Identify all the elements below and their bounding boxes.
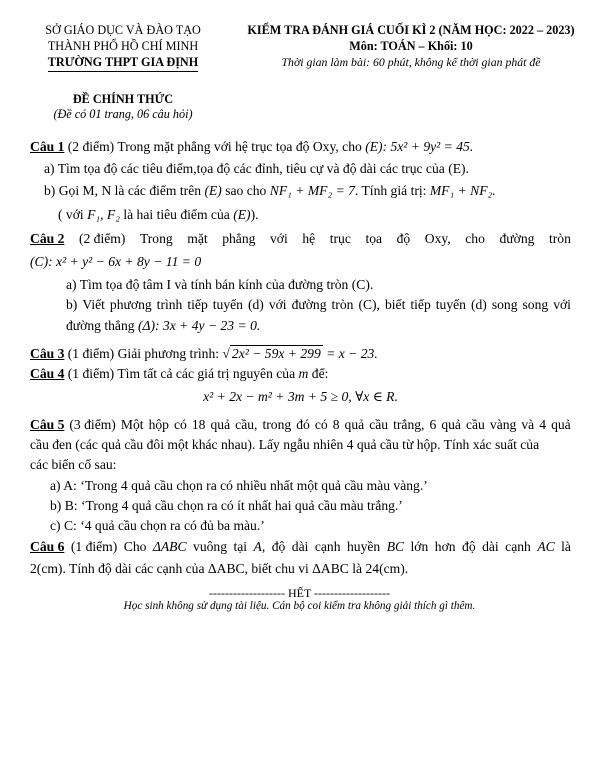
q3-line: Câu 3 (1 điểm) Giải phương trình: √ 2x² − 59x + 299 = x − 23. (30, 346, 378, 361)
q3-points: (1 điểm) (67, 346, 115, 361)
q1-note: ( với F₁, F₂ là hai tiêu điểm của (E)). (58, 207, 259, 222)
q2-part-b-line1: b) Viết phương trình tiếp tuyến (d) với đường tròn (C), biết tiếp tuyến (d) song song với (66, 297, 571, 312)
time-line: Thời gian làm bài: 60 phút, không kể thời gian phát đề (281, 55, 541, 69)
exam-title: KIỂM TRA ĐÁNH GIÁ CUỐI KÌ 2 (NĂM HỌC: 2022 – 2023) (247, 23, 575, 37)
school-underline (48, 71, 198, 72)
radicand: 2x² − 59x + 299 (231, 346, 321, 361)
official-label: ĐỀ CHÍNH THỨC (72, 92, 174, 106)
footer-note: Học sinh không sử dụng tài liệu. Cán bộ coi kiểm tra không giải thích gì thêm. (123, 600, 476, 612)
q6-label: Câu 6 (30, 539, 65, 554)
q4-label: Câu 4 (30, 366, 65, 381)
page-count: (Đề có 01 trang, 06 câu hỏi) (53, 107, 193, 121)
q2-part-b-line2: đường thẳng (Δ): 3x + 4y − 23 = 0. (66, 318, 261, 333)
q5-part-a: a) A: ‘Trong 4 quả cầu chọn ra có nhiều nhất một quả cầu màu vàng.’ (50, 478, 428, 493)
header-right (233, 22, 589, 70)
city-name: THÀNH PHỐ HỒ CHÍ MINH (47, 39, 199, 53)
subject-line: Môn: TOÁN – Khối: 10 (349, 39, 473, 53)
q1-equation: (E): 5x² + 9y² = 45. (365, 139, 474, 154)
official-block (18, 92, 228, 122)
q4-points: (1 điểm) (67, 366, 115, 381)
radical-sign: √ (222, 346, 230, 361)
q2-label: Câu 2 (30, 231, 65, 246)
q2-part-a: a) Tìm tọa độ tâm I và tính bán kính của đường tròn (C). (66, 277, 374, 292)
q5-label: Câu 5 (30, 417, 65, 432)
q5-line3: các biến cố sau: (30, 457, 117, 472)
school-name: TRƯỜNG THPT GIA ĐỊNH (47, 55, 199, 69)
q5-part-b: b) B: ‘Trong 4 quả cầu chọn ra có ít nhất hai quả cầu màu trắng.’ (50, 498, 403, 513)
q5-line2: cầu đen (các quả cầu đôi một khác nhau). Lấy ngẫu nhiên 4 quả cầu từ hộp. Tính xác suất của (30, 437, 540, 452)
end-marker: ------------------- HẾT ------------------- (209, 586, 390, 600)
q4-equation: x² + 2x − m² + 3m + 5 ≥ 0, ∀x ∈ R. (203, 389, 398, 404)
q6-line2: 2(cm). Tính độ dài các cạnh của ΔABC, biết chu vi ΔABC là 24(cm). (30, 561, 409, 576)
q5-part-c: c) C: ‘4 quả cầu chọn ra có đủ ba màu.’ (50, 518, 265, 533)
q2-points: (2 điểm) (78, 231, 126, 246)
q2-equation: (C): x² + y² − 6x + 8y − 11 = 0 (30, 254, 202, 269)
q1-label: Câu 1 (30, 139, 65, 154)
q6-line1: Câu 6 (1 điểm) Cho ΔABC vuông tại A, độ dài cạnh huyền BC lớn hơn độ dài cạnh AC là (30, 539, 571, 554)
q2-line1: Câu 2 (2 điểm) Trong mặt phẳng với hệ trục tọa độ Oxy, cho đường tròn (30, 231, 571, 246)
q1-points: (2 điểm) (67, 139, 115, 154)
q1-part-b: b) Gọi M, N là các điểm trên (E) sao cho NF₁ + MF₂ = 7. Tính giá trị: MF₁ + NF₂. (44, 183, 496, 198)
q1-text: Trong mặt phẳng với hệ trục tọa độ Oxy, cho (114, 139, 366, 154)
q1-part-a: a) Tìm tọa độ các tiêu điểm,tọa độ các đỉnh, tiêu cự và độ dài các trục của (E). (44, 161, 469, 176)
q6-points: (1 điểm) (70, 539, 118, 554)
q4-line: Câu 4 (1 điểm) Tìm tất cả các giá trị nguyên của m để: (30, 366, 329, 381)
header-left (18, 22, 228, 72)
q5-points: (3 điểm) (69, 417, 116, 432)
q5-line1: Câu 5 (3 điểm) Một hộp có 18 quả cầu, trong đó có 8 quả cầu trắng, 6 quả cầu vàng và 4 quả (30, 417, 571, 432)
dept-name: SỞ GIÁO DỤC VÀ ĐÀO TẠO (45, 23, 201, 37)
q1-line (30, 138, 571, 156)
q3-label: Câu 3 (30, 346, 65, 361)
